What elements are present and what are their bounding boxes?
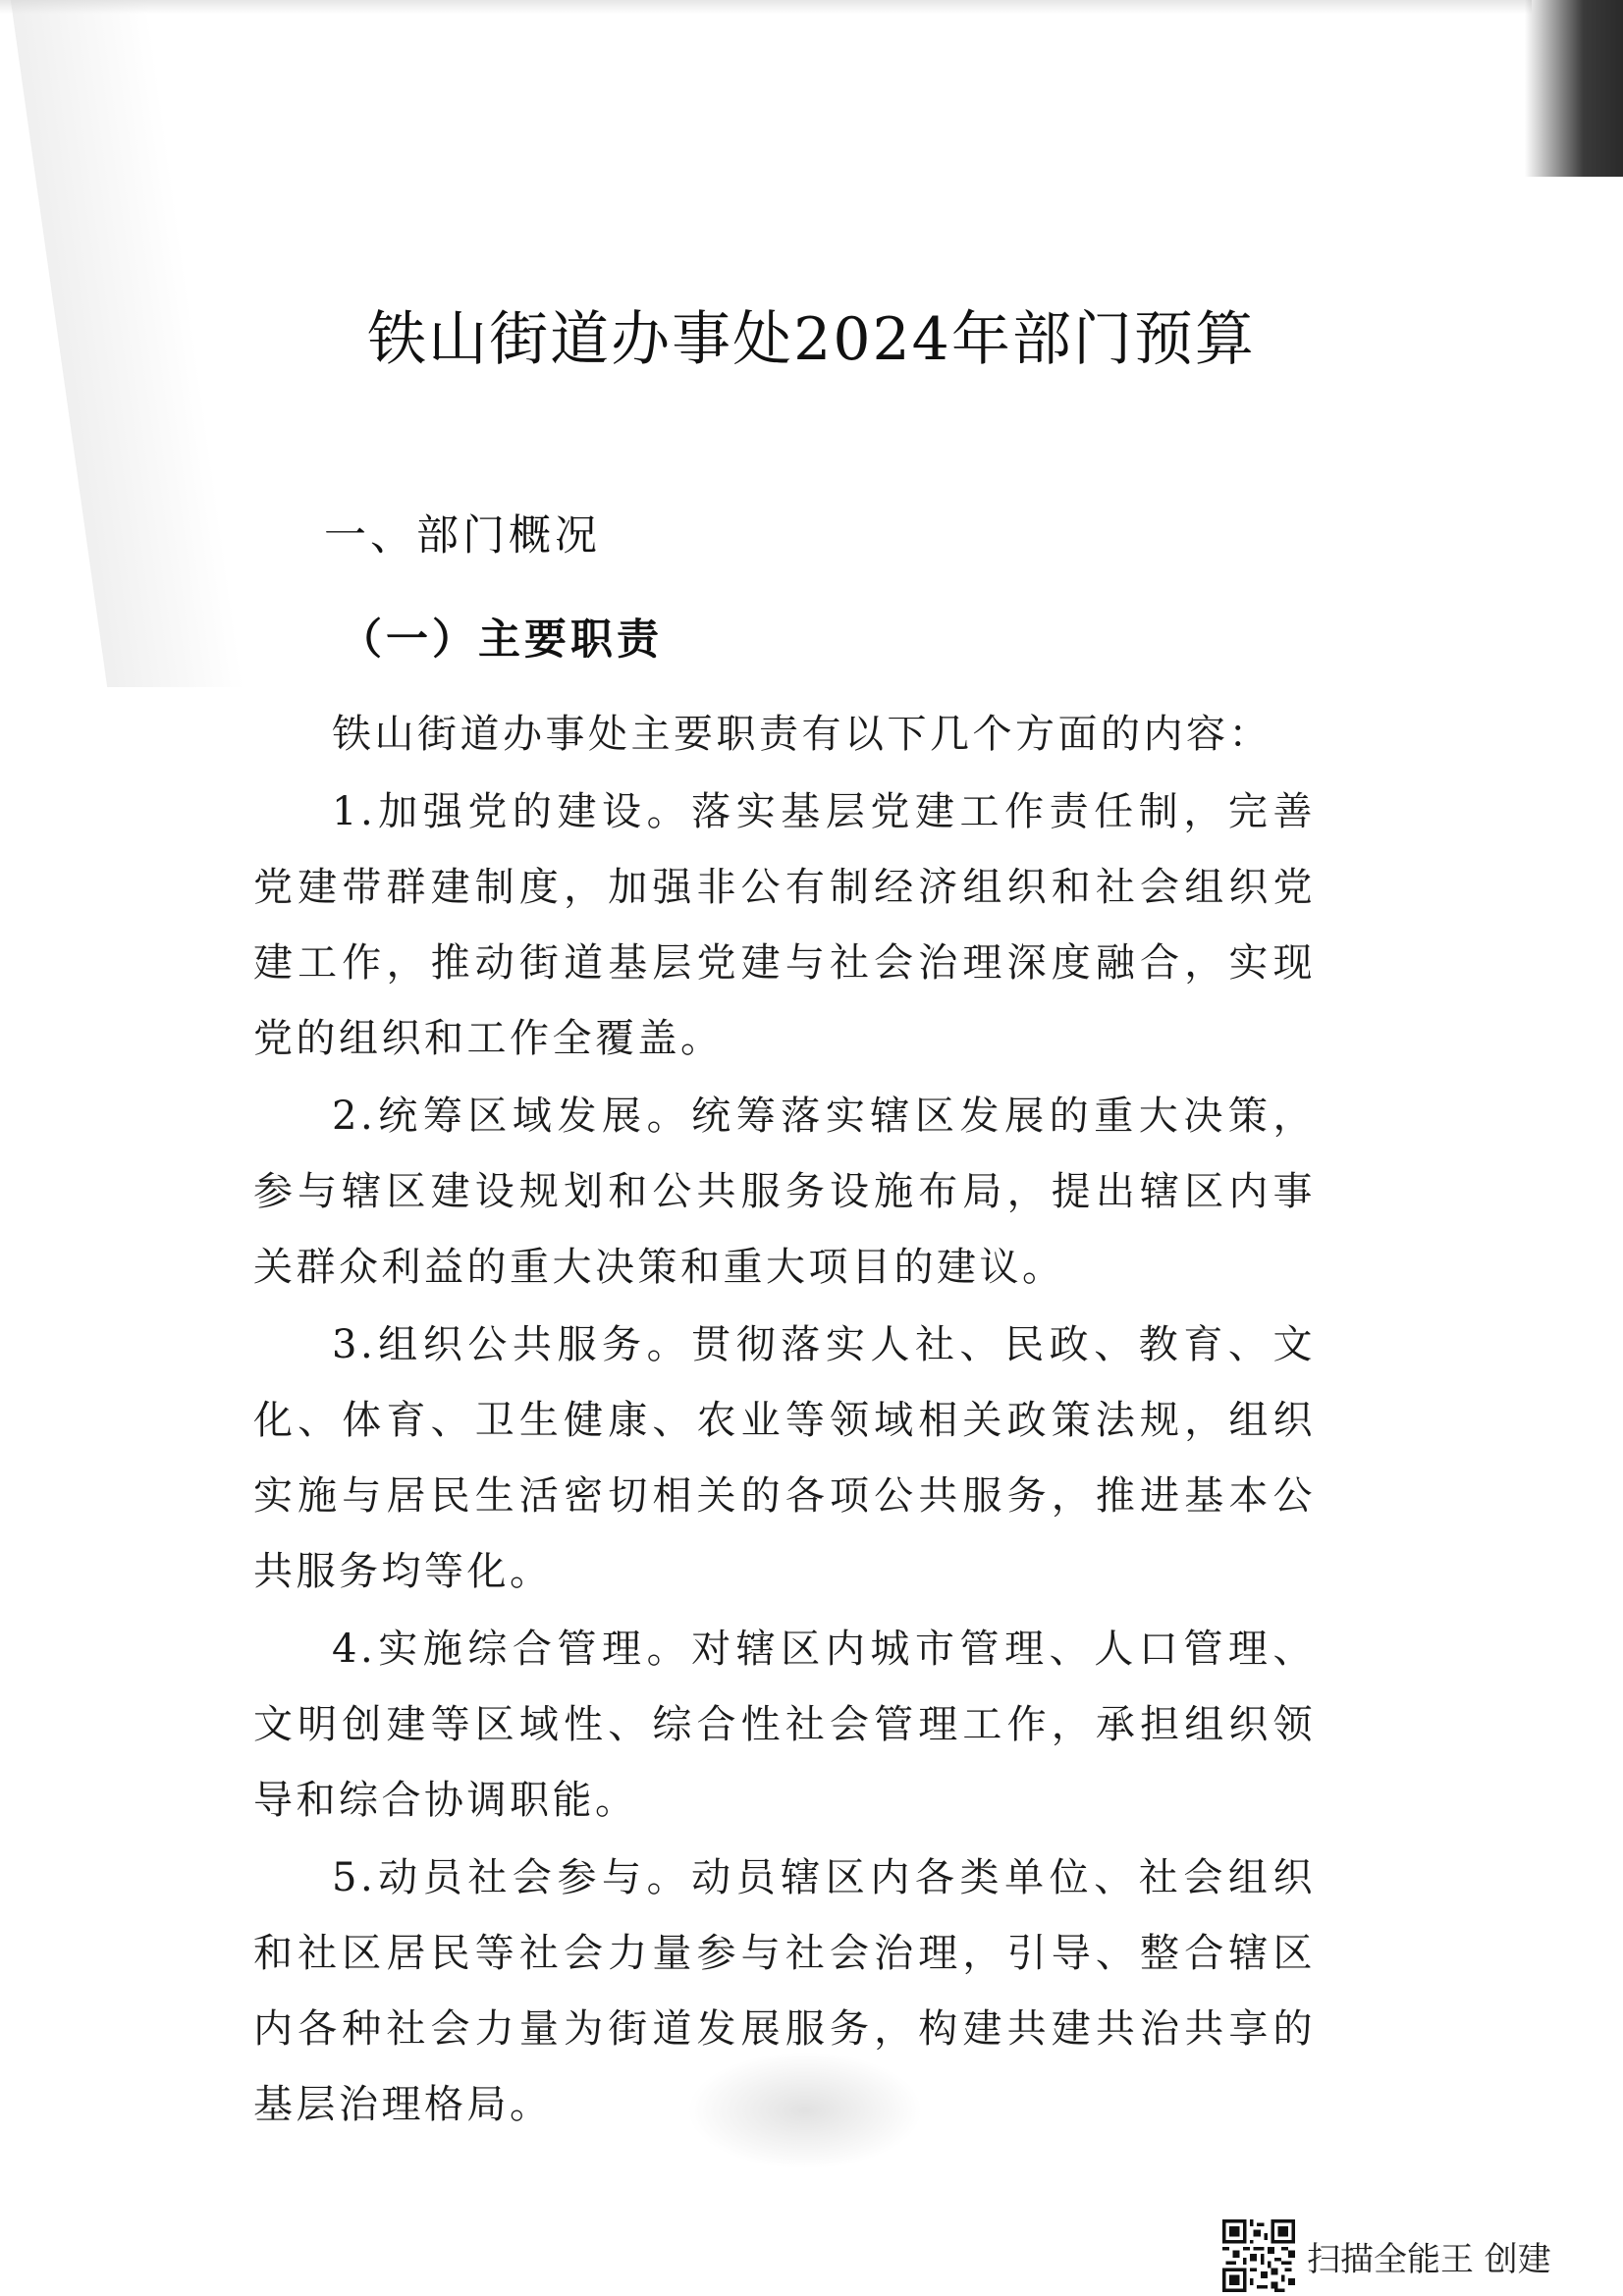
document-title: 铁山街道办事处2024年部门预算 — [367, 305, 1256, 374]
paragraph-intro: 铁山街道办事处主要职责有以下几个方面的内容： — [332, 712, 1271, 757]
qr-code-icon — [1222, 2219, 1295, 2292]
watermark-label: 扫描全能王 创建 — [1307, 2239, 1551, 2279]
paragraph-duty-3: 3.组织公共服务。贯彻落实人社、民政、教育、文化、体育、卫生健康、农业等领域相关政策法规，组织实施与居民生活密切相关的各项公共服务，推进基本公共服务均等化。 — [253, 1322, 1316, 1594]
subsection-heading: （一）主要职责 — [340, 615, 663, 665]
paragraph-duty-1: 1.加强党的建设。落实基层党建工作责任制，完善党建带群建制度，加强非公有制经济组织和社会组织党建工作，推动街道基层党建与社会治理深度融合，实现党的组织和工作全覆盖。 — [253, 789, 1316, 1061]
section-heading: 一、部门概况 — [324, 511, 601, 561]
paragraph-duty-2: 2.统筹区域发展。统筹落实辖区发展的重大决策，参与辖区建设规划和公共服务设施布局，提出辖区内事关群众利益的重大决策和重大项目的建议。 — [253, 1094, 1316, 1290]
paragraph-duty-5: 5.动员社会参与。动员辖区内各类单位、社会组织和社区居民等社会力量参与社会治理，引导、整合辖区内各种社会力量为街道发展服务，构建共建共治共享的基层治理格局。 — [253, 1855, 1316, 2127]
body-text — [253, 697, 1316, 2145]
paragraph-duty-4: 4.实施综合管理。对辖区内城市管理、人口管理、文明创建等区域性、综合性社会管理工作，承担组织领导和综合协调职能。 — [253, 1627, 1316, 1823]
scanner-watermark — [1222, 2216, 1551, 2295]
